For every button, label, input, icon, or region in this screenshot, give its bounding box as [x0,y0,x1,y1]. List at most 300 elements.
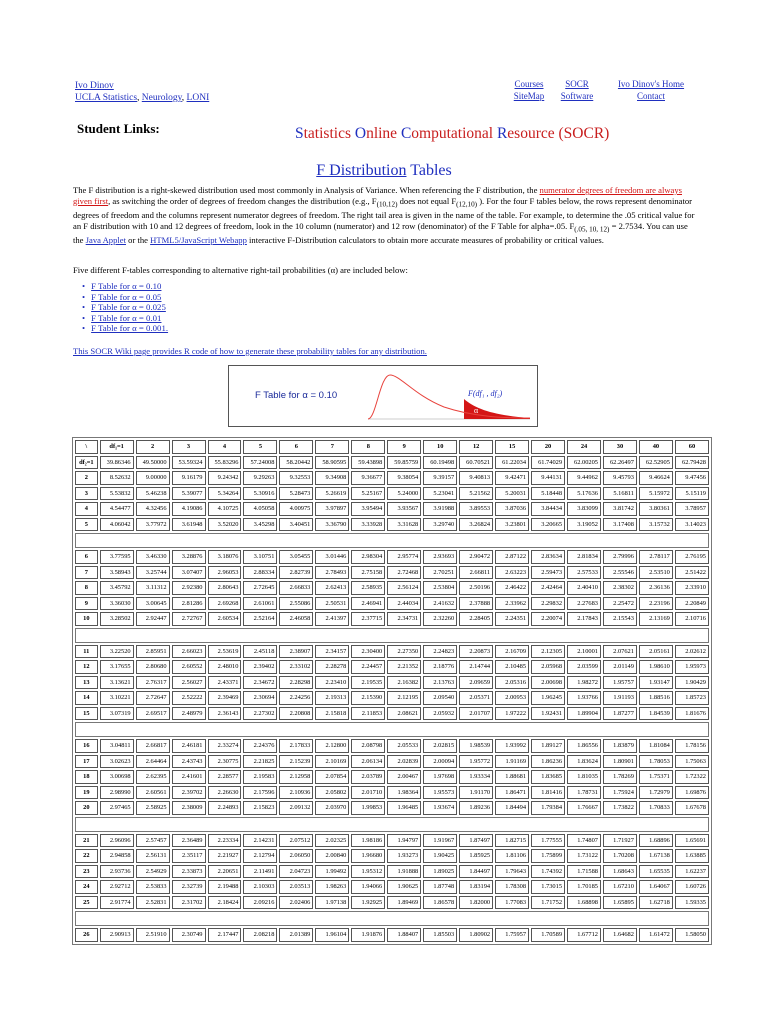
block-separator [75,722,709,737]
column-header: 3 [172,440,206,454]
table-cell: 3.46330 [136,550,170,564]
table-cell: 2.26630 [208,786,242,800]
table-cell: 2.05371 [459,691,493,705]
table-cell: 2.44034 [387,597,421,611]
list-item [82,313,168,324]
table-cell: 1.94797 [387,834,421,848]
table-cell: 1.83624 [567,755,601,769]
table-cell: 1.73822 [603,801,637,815]
row-header: 10 [75,612,98,626]
table-cell: 1.93147 [639,676,673,690]
table-cell: 3.14023 [675,518,709,532]
table-cell: 1.75957 [495,928,529,942]
table-cell: 3.25744 [136,566,170,580]
table-cell: 1.81084 [639,739,673,753]
html5-webapp-link[interactable]: HTML5/JavaScript Webapp [150,234,247,245]
table-row [75,849,709,863]
table-cell: 1.91888 [387,865,421,879]
table-cell: 9.42471 [495,471,529,485]
table-cell: 2.63223 [495,566,529,580]
row-header: 26 [75,928,98,942]
table-cell: 3.36790 [315,518,349,532]
table-cell: 1.71588 [567,865,601,879]
table-cell: 1.95312 [351,865,385,879]
table-cell: 59.43898 [351,456,385,470]
row-header: 12 [75,660,98,674]
table-cell: 4.19086 [172,502,206,516]
table-cell: 1.81106 [495,849,529,863]
table-cell: 1.93334 [459,770,493,784]
dept-link-stats[interactable]: UCLA Statistics [75,93,138,103]
table-cell: 4.54477 [100,502,134,516]
table-cell: 1.58050 [675,928,709,942]
row-header: 25 [75,896,98,910]
table-cell: 9.29263 [243,471,277,485]
socr-title-s: S [295,125,304,142]
table-row [75,487,709,501]
table-cell: 1.80901 [603,755,637,769]
column-header: 5 [243,440,277,454]
socr-title-word3: omputational [411,125,497,142]
table-cell: 9.46624 [639,471,673,485]
intro-text-6: or the [126,234,151,245]
table-cell: 2.09659 [459,676,493,690]
density-curve [368,375,530,419]
table-cell: 9.36677 [351,471,385,485]
table-link-0001[interactable]: F Table for α = 0.001. [91,323,169,333]
table-cell: 3.20665 [531,518,565,532]
page-title [0,162,768,180]
table-cell: 2.28577 [208,770,242,784]
separator-cell [75,817,709,832]
table-cell: 1.89469 [387,896,421,910]
table-cell: 2.03513 [279,880,313,894]
table-cell: 2.19583 [243,770,277,784]
table-cell: 1.91169 [495,755,529,769]
table-cell: 1.86236 [531,755,565,769]
table-cell: 3.26824 [459,518,493,532]
table-cell: 2.90913 [100,928,134,942]
table-cell: 2.20808 [279,707,313,721]
table-cell: 1.95973 [675,660,709,674]
table-row [75,865,709,879]
table-cell: 2.58935 [351,581,385,595]
table-cell: 1.70185 [567,880,601,894]
row-header: 13 [75,676,98,690]
table-cell: 1.95573 [423,786,457,800]
table-cell: 2.15239 [279,755,313,769]
table-cell: 2.08621 [387,707,421,721]
table-cell: 1.90429 [675,676,709,690]
table-cell: 2.00953 [495,691,529,705]
table-cell: 2.58925 [136,801,170,815]
table-cell: 2.37715 [351,612,385,626]
column-header: 8 [351,440,385,454]
f-table [72,437,712,945]
table-cell: 9.40813 [459,471,493,485]
table-cell: 1.71927 [603,834,637,848]
table-cell: 2.16709 [495,645,529,659]
table-link-001[interactable]: F Table for α = 0.01 [91,312,162,323]
table-cell: 2.00840 [315,849,349,863]
table-cell: 3.10221 [100,691,134,705]
table-cell: 1.96104 [315,928,349,942]
table-cell: 61.74029 [531,456,565,470]
table-row [75,880,709,894]
column-header: df₁=1 [100,440,134,454]
table-cell: 1.70589 [531,928,565,942]
author-link[interactable]: Ivo Dinov [75,81,114,91]
column-header: 9 [387,440,421,454]
table-cell: 1.60726 [675,880,709,894]
table-cell: 2.19313 [315,691,349,705]
table-cell: 5.34264 [208,487,242,501]
f-distribution-link[interactable]: F Distribution [316,162,407,179]
column-header: 40 [639,440,673,454]
table-cell: 1.70833 [639,801,673,815]
table-cell: 58.20442 [279,456,313,470]
table-cell: 3.97897 [315,502,349,516]
table-cell: 9.24342 [208,471,242,485]
table-cell: 1.98263 [315,880,349,894]
table-cell: 2.02612 [675,645,709,659]
table-cell: 2.03970 [315,801,349,815]
table-cell: 2.76195 [675,550,709,564]
row-header: 5 [75,518,98,532]
table-cell: 1.62237 [675,865,709,879]
table-cell: 9.16179 [172,471,206,485]
table-cell: 1.98364 [387,786,421,800]
table-cell: 5.17636 [567,487,601,501]
socr-title-word2: nline [366,125,401,142]
table-cell: 1.92431 [531,707,565,721]
table-cell: 2.30400 [351,645,385,659]
table-cell: 2.23334 [208,834,242,848]
table-cell: 3.05455 [279,550,313,564]
table-cell: 1.97222 [495,707,529,721]
table-cell: 2.01710 [351,786,385,800]
table-cell: 1.84497 [459,865,493,879]
table-cell: 1.68643 [603,865,637,879]
table-cell: 1.86471 [495,786,529,800]
table-cell: 2.57457 [136,834,170,848]
table-cell: 2.23196 [639,597,673,611]
table-cell: 2.59473 [531,566,565,580]
table-cell: 2.10001 [567,645,601,659]
table-cell: 3.17408 [603,518,637,532]
table-cell: 2.10303 [243,880,277,894]
column-header: 60 [675,440,709,454]
table-cell: 3.80361 [639,502,673,516]
table-row [75,834,709,848]
table-cell: 3.84434 [531,502,565,516]
nav-socr[interactable]: SOCR [565,79,589,89]
table-link-0025[interactable]: F Table for α = 0.025 [91,302,166,312]
table-cell: 2.05161 [639,645,673,659]
table-cell: 1.67138 [639,849,673,863]
table-cell: 2.15390 [351,691,385,705]
table-cell: 2.24376 [243,739,277,753]
table-cell: 2.07512 [279,834,313,848]
tables-intro: Five different F-tables corresponding to alternative right-tail probabilities (α) are included below: [73,265,408,275]
table-cell: 1.67712 [567,928,601,942]
intro-text-3: does not equal F [397,195,457,206]
table-cell: 2.39402 [243,660,277,674]
table-cell: 1.89236 [459,801,493,815]
table-cell: 1.61472 [639,928,673,942]
table-cell: 1.81416 [531,786,565,800]
table-cell: 3.00645 [136,597,170,611]
wiki-note [73,346,427,356]
column-header: 20 [531,440,565,454]
separator-cell [75,722,709,737]
table-cell: 2.05316 [495,676,529,690]
table-cell: 2.94858 [100,849,134,863]
table-cell: 59.85759 [387,456,421,470]
table-cell: 2.38907 [279,645,313,659]
table-cell: 62.00205 [567,456,601,470]
table-cell: 2.79996 [603,550,637,564]
column-header: 7 [315,440,349,454]
table-cell: 2.09540 [423,691,457,705]
table-cell: 1.94066 [351,880,385,894]
table-link-005[interactable]: F Table for α = 0.05 [91,291,162,302]
table-row [75,471,709,485]
table-cell: 2.39469 [208,691,242,705]
java-applet-link[interactable]: Java Applet [85,234,126,245]
table-cell: 2.09132 [279,801,313,815]
table-cell: 2.72468 [387,566,421,580]
table-cell: 5.53832 [100,487,134,501]
table-cell: 2.62413 [315,581,349,595]
table-cell: 2.46058 [279,612,313,626]
table-cell: 2.06050 [279,849,313,863]
table-cell: 2.05533 [387,739,421,753]
table-cell: 2.09216 [243,896,277,910]
table-cell: 2.87122 [495,550,529,564]
table-cell: 2.15818 [315,707,349,721]
table-cell: 2.24351 [495,612,529,626]
table-cell: 2.46181 [172,739,206,753]
nav-courses[interactable]: Courses [514,79,544,89]
table-cell: 2.66817 [136,739,170,753]
column-header: 15 [495,440,529,454]
table-cell: 2.36143 [208,707,242,721]
table-cell: 1.72979 [639,786,673,800]
table-cell: 8.52632 [100,471,134,485]
alpha-label: α [474,406,479,415]
nav-sitemap[interactable]: SiteMap [513,91,545,101]
table-cell: 49.50000 [136,456,170,470]
wiki-link[interactable]: This SOCR Wiki page provides R code of how to generate these probability tables for any distribution. [73,346,427,356]
table-cell: 2.96096 [100,834,134,848]
table-cell: 1.97138 [315,896,349,910]
table-cell: 2.53619 [208,645,242,659]
table-row [75,612,709,626]
table-cell: 2.92447 [136,612,170,626]
socr-title-o: O [354,125,367,142]
table-cell: 3.95494 [351,502,385,516]
table-cell: 1.96245 [531,691,565,705]
table-row [75,456,709,470]
table-cell: 1.89025 [423,865,457,879]
table-row [75,550,709,564]
table-cell: 4.05058 [243,502,277,516]
table-cell: 3.11312 [136,581,170,595]
table-cell: 2.14231 [243,834,277,848]
table-cell: 2.01389 [279,928,313,942]
table-row [75,707,709,721]
table-cell: 1.96485 [387,801,421,815]
table-cell: 3.45792 [100,581,134,595]
table-cell: 5.18448 [531,487,565,501]
dept-link-neurology[interactable]: Neurology [141,93,182,103]
table-cell: 2.24457 [351,660,385,674]
table-cell: 2.43371 [208,676,242,690]
table-cell: 2.19488 [208,880,242,894]
table-cell: 1.75371 [639,770,673,784]
table-cell: 1.86556 [567,739,601,753]
table-cell: 3.07407 [172,566,206,580]
table-cell: 2.12305 [531,645,565,659]
table-cell: 1.64682 [603,928,637,942]
table-cell: 2.16382 [387,676,421,690]
table-cell: 2.41632 [423,597,457,611]
table-cell: 2.92380 [172,581,206,595]
table-cell: 1.93766 [567,691,601,705]
table-cell: 2.48010 [208,660,242,674]
table-cell: 2.95774 [387,550,421,564]
table-cell: 2.20873 [459,645,493,659]
table-cell: 2.75158 [351,566,385,580]
table-cell: 2.33910 [675,581,709,595]
table-cell: 5.25167 [351,487,385,501]
table-cell: 4.32456 [136,502,170,516]
figure-label: F Table for α = 0.10 [255,390,338,401]
table-cell: 2.93693 [423,550,457,564]
table-cell: 1.75063 [675,755,709,769]
table-cell: 2.10936 [279,786,313,800]
table-cell: 3.28502 [100,612,134,626]
row-header: 16 [75,739,98,753]
table-cell: 3.52020 [208,518,242,532]
intro-text-1: The F distribution is a right-skewed distribution used most commonly in Analysis of Variance. When referencing the F distribution, the [73,185,540,195]
table-cell: 2.00467 [387,770,421,784]
table-cell: 2.14744 [459,660,493,674]
table-cell: 2.12800 [315,739,349,753]
table-cell: 1.92925 [351,896,385,910]
table-cell: 2.33274 [208,739,242,753]
nav-home[interactable]: Ivo Dinov's Home [617,79,685,89]
table-cell: 1.98610 [639,660,673,674]
table-link-010[interactable]: F Table for α = 0.10 [91,281,162,291]
table-cell: 2.81834 [567,550,601,564]
table-cell: 1.85925 [459,849,493,863]
table-cell: 4.00975 [279,502,313,516]
table-row [75,786,709,800]
table-cell: 2.53510 [639,566,673,580]
table-cell: 2.03789 [351,770,385,784]
table-cell: 1.82000 [459,896,493,910]
table-cell: 2.33962 [495,597,529,611]
socr-title-r: R [496,125,508,142]
table-cell: 1.91170 [459,786,493,800]
table-cell: 3.40451 [279,518,313,532]
table-cell: 1.84539 [639,707,673,721]
table-cell: 2.36489 [172,834,206,848]
socr-title-word1: tatistics [303,125,355,142]
table-cell: 5.20031 [495,487,529,501]
table-cell: 3.00698 [100,770,134,784]
table-cell: 5.28473 [279,487,313,501]
row-header: 9 [75,597,98,611]
table-cell: 3.33928 [351,518,385,532]
nav-contact[interactable]: Contact [637,91,665,101]
nav-software[interactable]: Software [560,91,594,101]
table-cell: 2.20074 [531,612,565,626]
dept-link-loni[interactable]: LONI [186,93,210,103]
row-header: 8 [75,581,98,595]
table-cell: 2.53833 [136,880,170,894]
table-cell: 2.27302 [243,707,277,721]
table-cell: 1.71752 [531,896,565,910]
table-cell: 2.10716 [675,612,709,626]
table-cell: 5.21562 [459,487,493,501]
table-cell: 2.43743 [172,755,206,769]
table-cell: 2.34672 [243,676,277,690]
table-row [75,896,709,910]
table-cell: 1.63885 [675,849,709,863]
table-cell: 2.80680 [136,660,170,674]
table-cell: 1.68898 [567,896,601,910]
table-cell: 2.46941 [351,597,385,611]
table-cell: 3.58943 [100,566,134,580]
table-cell: 2.02406 [279,896,313,910]
table-cell: 1.98539 [459,739,493,753]
table-cell: 2.30775 [208,755,242,769]
table-cell: 3.77595 [100,550,134,564]
table-cell: 1.93992 [495,739,529,753]
table-cell: 2.21352 [387,660,421,674]
table-cell: 2.07621 [603,645,637,659]
f-density-graphic [364,369,534,423]
block-separator [75,817,709,832]
row-header: 23 [75,865,98,879]
table-cell: 1.78156 [675,739,709,753]
table-cell: 2.55546 [603,566,637,580]
table-cell: 1.72322 [675,770,709,784]
table-cell: 5.39077 [172,487,206,501]
table-row [75,691,709,705]
table-cell: 1.75899 [531,849,565,863]
table-cell: 2.06134 [351,755,385,769]
table-cell: 1.98272 [567,676,601,690]
table-cell: 9.45793 [603,471,637,485]
intro-text-2: , as switching the order of degrees of freedom changes the distribution (e.g., F [108,195,377,206]
table-cell: 2.78117 [639,550,673,564]
separator-cell [75,533,709,548]
table-cell: 1.84494 [495,801,529,815]
f-table-figure [228,365,538,427]
table-cell: 2.11853 [351,707,385,721]
table-cell: 62.26497 [603,456,637,470]
table-cell: 1.87497 [459,834,493,848]
table-cell: 3.18076 [208,550,242,564]
table-cell: 2.52164 [243,612,277,626]
table-cell: 1.85723 [675,691,709,705]
table-cell: 2.41601 [172,770,206,784]
table-cell: 2.03599 [567,660,601,674]
